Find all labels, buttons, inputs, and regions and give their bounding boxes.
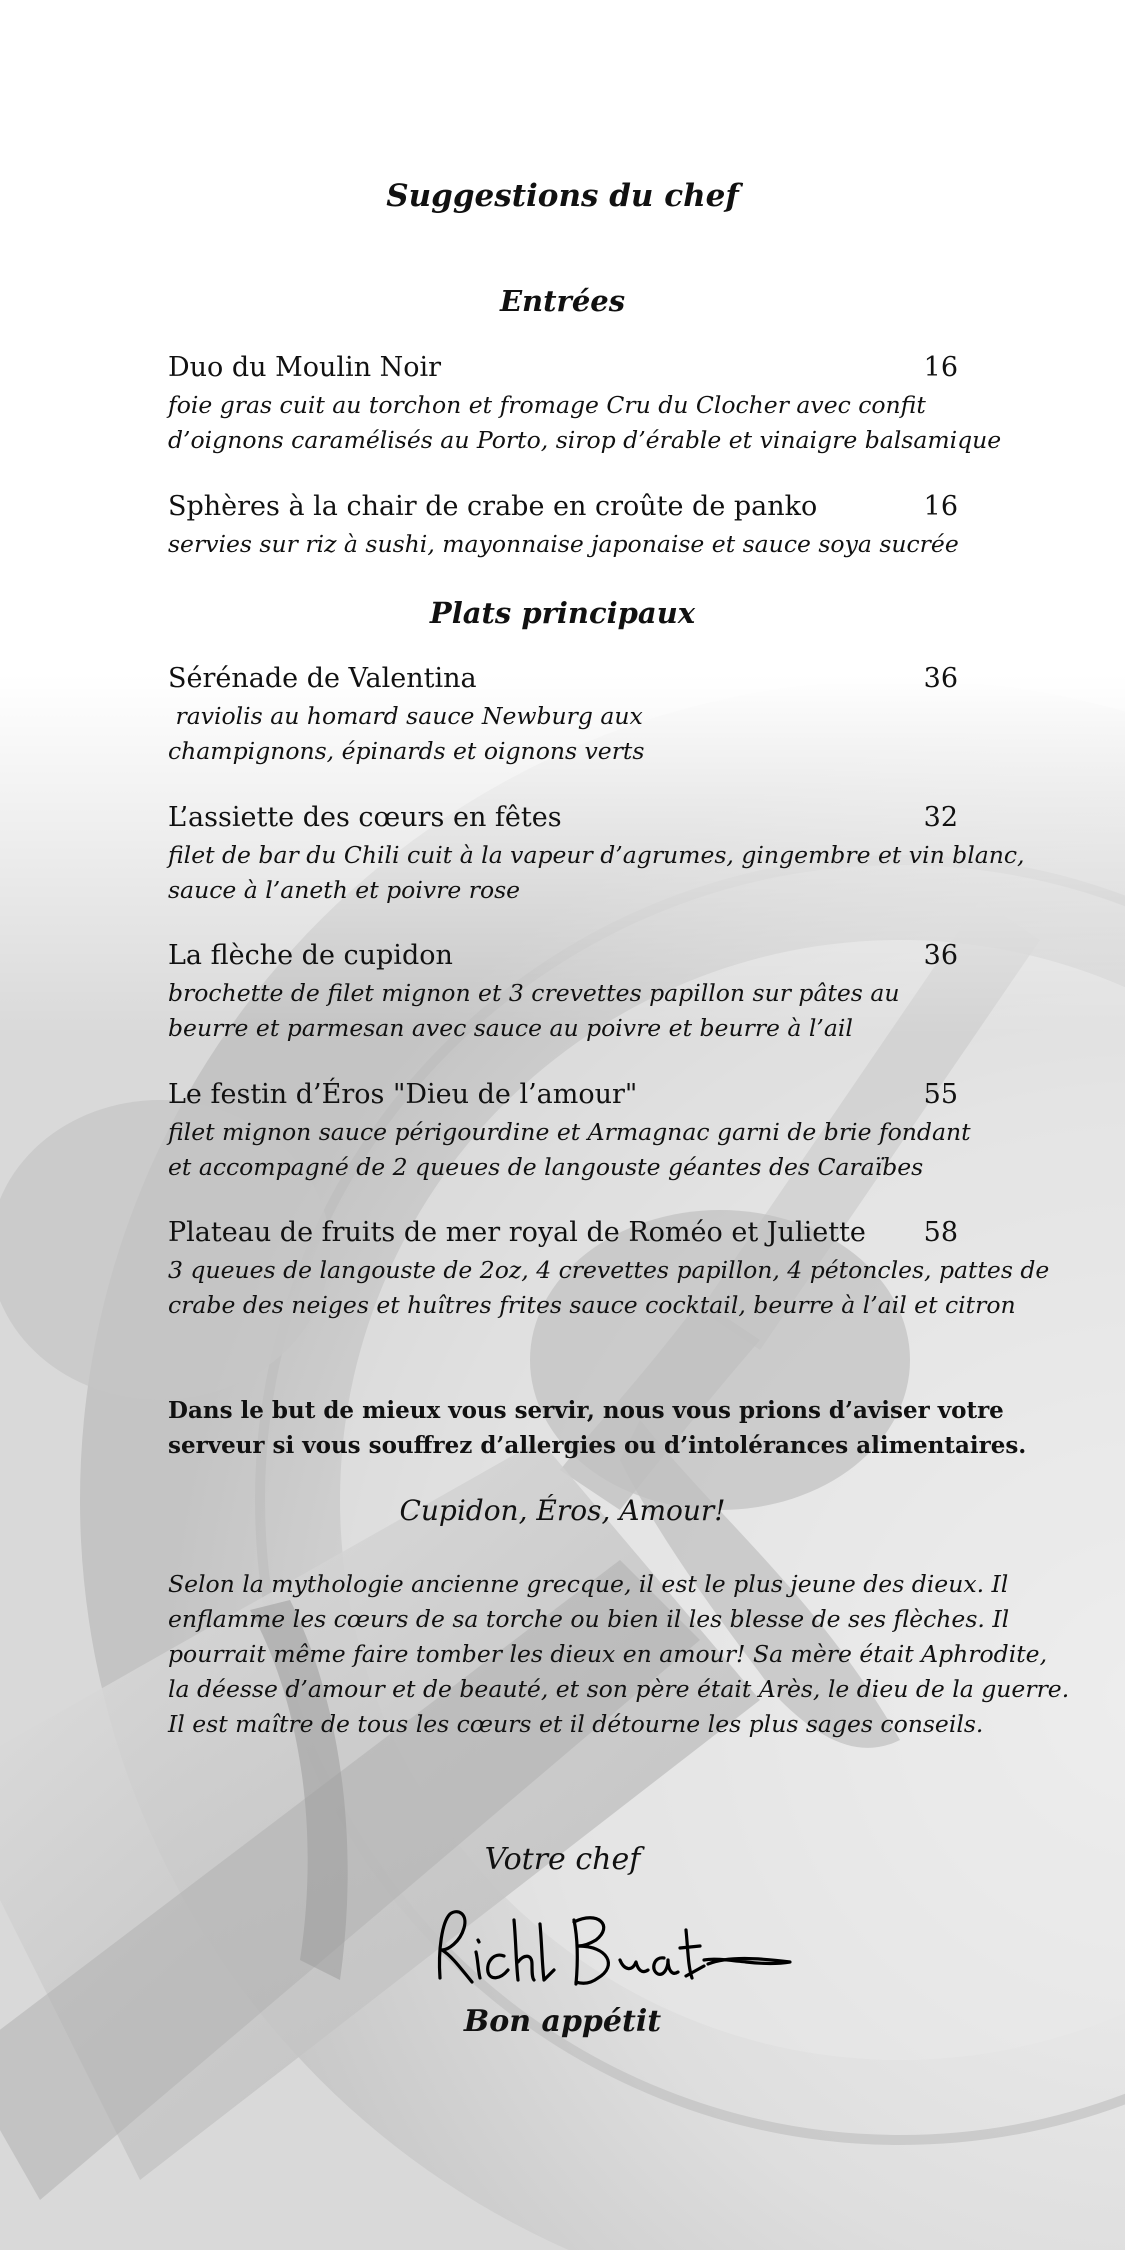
chef-label: Votre chef	[484, 1842, 641, 1877]
mythology-line: Il est maître de tous les cœurs et il détourne les plus sages conseils.	[168, 1710, 984, 1738]
mythology-line: pourrait même faire tomber les dieux en amour! Sa mère était Aphrodite,	[168, 1640, 1048, 1668]
dish-description-line: raviolis au homard sauce Newburg aux	[168, 702, 643, 730]
dish-description-line: filet mignon sauce périgourdine et Armagnac garni de brie fondant	[168, 1118, 971, 1146]
dish-item	[168, 491, 958, 562]
dish-name: Sphères à la chair de crabe en croûte de panko	[168, 491, 818, 522]
dish-description-line: brochette de filet mignon et 3 crevettes papillon sur pâtes au	[168, 979, 900, 1007]
dish-description	[168, 838, 1025, 908]
dish-description-line: d’oignons caramélisés au Porto, sirop d’érable et vinaigre balsamique	[168, 426, 1002, 454]
mythology-line: enflamme les cœurs de sa torche ou bien il les blesse de ses flèches. Il	[168, 1605, 1010, 1633]
page-title: Suggestions du chef	[386, 178, 739, 214]
dish-price: 16	[923, 491, 958, 522]
dish-item	[168, 940, 958, 1046]
dish-item	[168, 663, 958, 769]
dish-name: Duo du Moulin Noir	[168, 352, 442, 383]
dish-description-line: 3 queues de langouste de 2oz, 4 crevettes papillon, 4 pétoncles, pattes de	[168, 1256, 1050, 1284]
cupidon-heading: Cupidon, Éros, Amour!	[399, 1494, 726, 1527]
dish-description-line: crabe des neiges et huîtres frites sauce cocktail, beurre à l’ail et citron	[168, 1291, 1016, 1319]
dish-description-line: sauce à l’aneth et poivre rose	[168, 876, 521, 904]
dish-description	[168, 527, 958, 562]
allergy-notice-line: Dans le but de mieux vous servir, nous vous prions d’aviser votre	[168, 1397, 1004, 1424]
dish-name: L’assiette des cœurs en fêtes	[168, 802, 562, 833]
dish-description	[168, 388, 1002, 458]
section-heading-plats-principaux: Plats principaux	[429, 596, 696, 630]
dish-price: 32	[923, 802, 958, 833]
dish-item	[168, 1079, 971, 1185]
dish-item	[168, 802, 1025, 908]
dish-description-line: et accompagné de 2 queues de langouste géantes des Caraïbes	[168, 1153, 924, 1181]
dish-description	[168, 1253, 1050, 1323]
mythology-line: la déesse d’amour et de beauté, et son père était Arès, le dieu de la guerre.	[168, 1675, 1070, 1703]
allergy-notice-line: serveur si vous souffrez d’allergies ou d’intolérances alimentaires.	[168, 1432, 1027, 1459]
dish-item	[168, 352, 1002, 458]
mythology-paragraph	[168, 1567, 1070, 1742]
chef-signature	[428, 1900, 798, 2000]
dish-description	[168, 1115, 971, 1185]
dish-description	[168, 699, 958, 769]
dish-name: Sérénade de Valentina	[168, 663, 477, 694]
section-heading-entrees: Entrées	[499, 284, 626, 318]
dish-description-line: filet de bar du Chili cuit à la vapeur d’agrumes, gingembre et vin blanc,	[168, 841, 1025, 869]
dish-price: 36	[923, 940, 958, 971]
dish-price: 36	[923, 663, 958, 694]
dish-description	[168, 976, 958, 1046]
closing-bon-appetit: Bon appétit	[463, 2004, 662, 2039]
dish-description-line: foie gras cuit au torchon et fromage Cru du Clocher avec confit	[168, 391, 926, 419]
mythology-line: Selon la mythologie ancienne grecque, il est le plus jeune des dieux. Il	[168, 1570, 1009, 1598]
dish-price: 58	[923, 1217, 958, 1248]
dish-price: 55	[923, 1079, 958, 1110]
dish-name: Plateau de fruits de mer royal de Roméo et Juliette	[168, 1217, 866, 1248]
dish-description-line: beurre et parmesan avec sauce au poivre et beurre à l’ail	[168, 1014, 853, 1042]
dish-name: Le festin d’Éros "Dieu de l’amour"	[168, 1079, 638, 1110]
dish-description-line: servies sur riz à sushi, mayonnaise japonaise et sauce soya sucrée	[168, 530, 959, 558]
dish-item	[168, 1217, 1050, 1323]
dish-name: La flèche de cupidon	[168, 940, 453, 971]
allergy-notice	[168, 1393, 1027, 1463]
dish-description-line: champignons, épinards et oignons verts	[168, 737, 645, 765]
dish-price: 16	[923, 352, 958, 383]
